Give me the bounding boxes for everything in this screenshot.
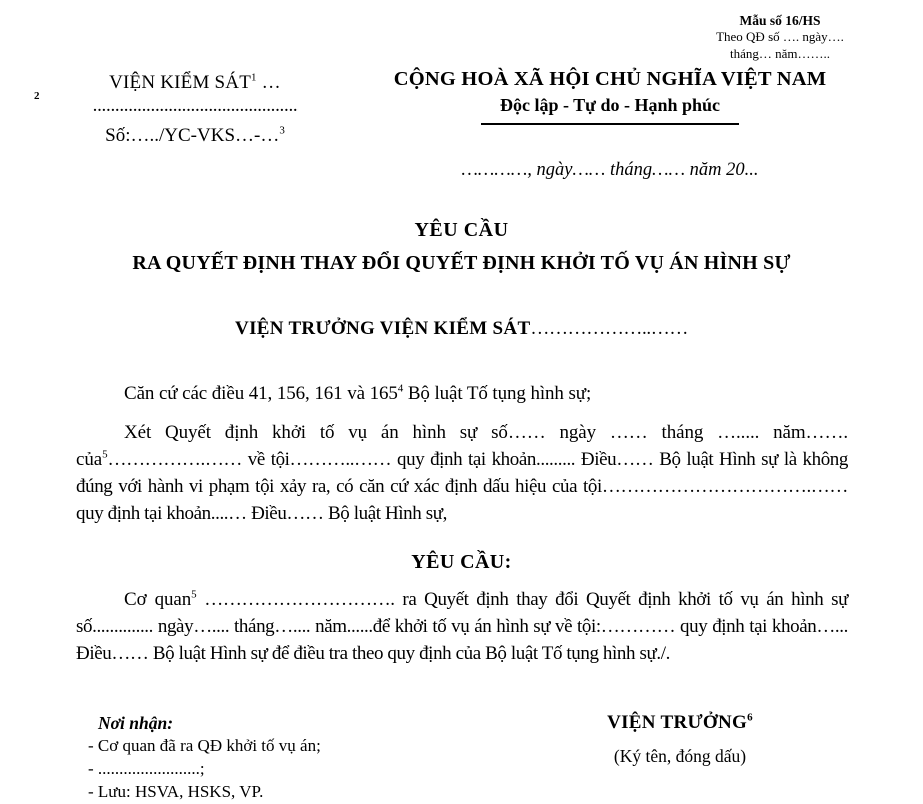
form-reference-block [655, 12, 905, 63]
national-motto: Độc lập - Tự do - Hạnh phúc [499, 95, 721, 115]
request-text-2: …………………………. ra Quyết định thay đổi Quyết định khởi tố vụ án hình sự số.............. ngày….... tháng….... năm......để khởi tố vụ án hình sự về tội:………… quy định tại khoản…... Điều…… Bộ luật Hình sự để điều tra theo quy định của Bộ luật Tố tụng hình sự./. [76, 589, 848, 664]
dateline: …………, ngày…… tháng…… năm 20... [461, 160, 759, 180]
request-text-1: Cơ quan [124, 589, 192, 610]
agency-name-dots: … [256, 72, 281, 93]
signatory-title-text: VIỆN TRƯỞNG [607, 712, 748, 733]
request-footnote: 5 [191, 588, 197, 601]
request-heading: YÊU CẦU: [411, 551, 512, 573]
addressee-label: VIỆN TRƯỞNG VIỆN KIỂM SÁT [235, 318, 531, 339]
document-title: YÊU CẦU [414, 219, 509, 241]
agency-subordinate-blank [30, 90, 360, 117]
document-number [30, 125, 360, 147]
document-number-footnote: 3 [279, 124, 285, 137]
legal-basis-footnote: 4 [397, 382, 404, 395]
body-section-request [76, 587, 848, 668]
body-section-basis [76, 381, 848, 528]
signatory-title [520, 712, 840, 734]
consideration-text-2: …………….…… về tội………..…… quy định tại khoản......... Điều…… Bộ luật Hình sự là không đúng với hành vi phạm tội xảy ra, có căn cứ xác định dấu hiệu của tội…………………………….…… quy định tại khoản....… Điều…… Bộ luật Hình sự, [76, 448, 848, 524]
form-decision-line-1: Theo QĐ số …. ngày…. [716, 29, 844, 45]
issuing-agency-block [30, 72, 360, 147]
signatory-footnote: 6 [747, 711, 753, 724]
signature-block [520, 712, 840, 767]
form-code: Mẫu số 16/HS [739, 13, 821, 28]
agency-blank-dots: .............................................. [92, 95, 298, 116]
recipient-item: - Lưu: HSVA, HSKS, VP. [88, 781, 264, 801]
addressee-blank: ………………..…… [530, 318, 688, 339]
consideration-text-1: Xét Quyết định khởi tố vụ án hình sự số…… ngày …… tháng …..... năm……. của [76, 421, 848, 470]
form-decision-line-2: tháng… năm…….. [729, 45, 830, 61]
legal-basis-text-after: Bộ luật Tố tụng hình sự; [403, 383, 592, 404]
legal-basis-text-before: Căn cứ các điều 41, 156, 161 và 165 [124, 383, 398, 404]
heading-divider [481, 123, 739, 125]
agency-name-footnote: 1 [251, 71, 257, 84]
country-name: CỘNG HOÀ XÃ HỘI CHỦ NGHĨA VIỆT NAM [393, 68, 827, 90]
agency-blank-footnote: 2 [34, 90, 40, 102]
signature-instruction: (Ký tên, đóng dấu) [613, 746, 747, 766]
consideration-paragraph [76, 420, 848, 528]
legal-basis-paragraph [76, 381, 848, 408]
recipient-item: - ........................; [88, 759, 205, 779]
agency-name-text: VIỆN KIỂM SÁT [109, 72, 252, 93]
request-paragraph [76, 587, 848, 668]
agency-name [30, 72, 360, 94]
document-subtitle: RA QUYẾT ĐỊNH THAY ĐỔI QUYẾT ĐỊNH KHỞI TỐ VỤ ÁN HÌNH SỰ [132, 252, 791, 274]
recipient-item: - Cơ quan đã ra QĐ khởi tố vụ án; [88, 736, 321, 756]
document-number-text: Số:…../YC-VKS…-… [105, 125, 280, 146]
recipients-title: Nơi nhận: [98, 713, 174, 733]
national-heading-block [360, 68, 860, 125]
consideration-footnote: 5 [102, 448, 108, 461]
addressee-line [0, 318, 923, 340]
recipients-block [88, 712, 321, 804]
